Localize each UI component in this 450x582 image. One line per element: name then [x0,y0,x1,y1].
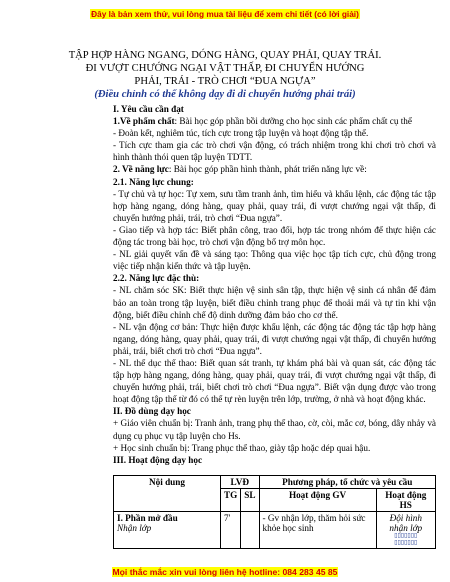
paragraph-text: : Bài học góp phần bồi dưỡng cho học sinh các phẩm chất cụ thể [174,116,412,127]
preview-banner [0,4,450,22]
section-heading: II. Đồ dùng dạy học [113,406,191,417]
paragraph [113,115,436,127]
hotline-banner [0,562,450,580]
paragraph [113,163,436,175]
formation-label: Đội hình nhận lớp [389,513,423,533]
cell-sl [241,512,259,549]
title-line-1: TẬP HỢP HÀNG NGANG, DÓNG HÀNG, QUAY PHẢI, QUAY TRÁI. [68,50,382,61]
formation-diagram: ▯▯▯▯▯▯▯ [394,533,418,539]
paragraph: + Giáo viên chuẩn bị: Tranh ảnh, trang phụ thể thao, cờ, còi, mắc cơ, bóng, dây nhảy và dụng cụ phục vụ tập luyện cho Hs. [113,418,436,441]
section-heading: 2.1. Năng lực chung: [113,176,194,187]
row-title: I. Phần mở đầu [117,513,178,523]
section-heading: I. Yêu cầu cần đạt [113,104,184,114]
header-sl: SL [241,489,259,512]
lesson-body [113,103,436,466]
cell-content [114,512,221,549]
section-heading: 2.2. Năng lực đặc thù: [113,273,200,284]
paragraph-text: : Bài học góp phần hình thành, phát triển năng lực về: [168,164,367,175]
cell-tg: 7' [221,512,241,549]
cell-hs [376,512,435,549]
paragraph: - Tự chủ và tự học: Tự xem, sưu tầm tranh ảnh, tìm hiểu và khẩu lệnh, các động tác tập hợp hàng ngang, dóng hàng, quay phải, quay trái, đi vượt chướng ngại vật thấp, đi chuyển hướng phải, trái, trò chơi “Đua ngựa”. [113,188,436,223]
paragraph: + Học sinh chuẩn bị: Trang phục thể thao, giày tập hoặc dép quai hậu. [113,442,371,453]
paragraph: - Giao tiếp và hợp tác: Biết phân công, trao đổi, hợp tác trong nhóm để thực hiện các động tác trong bài học, trò chơi vận động bổ trợ môn học. [113,224,436,248]
title-note: (Điều chỉnh có thể không dạy đi di chuyển hướng phải trái) [94,89,356,100]
paragraph: - NL thể dục thể thao: Biết quan sát tranh, tự khám phá bài và quan sát, các động tác tập hợp hàng ngang, dóng hàng, quay phải, quay trái, đi vượt chướng ngại vật thấp, đi chuyển hướng phải, trái, biết chơi trò chơi “Đua ngựa”. Biết vận dụng được vào trong hoạt động tập thể từ đó có thể tự rèn luyện trên lớp, trường, ở nhà và hoạt động khác. [113,357,436,405]
section-heading: III. Hoạt động dạy học [113,454,203,465]
activity-table [113,475,436,549]
paragraph: - Đoàn kết, nghiêm túc, tích cực trong tập luyện và hoạt động tập thể. [113,128,369,139]
table-row [114,512,436,549]
formation-diagram: ▯▯▯▯▯▯▯ [394,540,418,546]
header-lvd: LVĐ [221,476,260,489]
header-hs: Hoạt động HS [376,489,435,512]
paragraph: - NL chăm sóc SK: Biết thực hiện vệ sinh sân tập, thực hiện vệ sinh cá nhân để đảm bảo an toàn trong tập luyện, biết điều chỉnh trang phục để thoải mái và tự tin khi vận động, biết điều chỉnh chế độ dinh dưỡng đảm bảo cho cơ thể. [113,285,436,320]
header-content: Nội dung [114,476,221,512]
paragraph: - Tích cực tham gia các trò chơi vận động, có trách nhiệm trong khi chơi trò chơi và hình thành thói quen tập luyện TDTT. [113,140,436,163]
paragraph: - NL giải quyết vấn đề và sáng tạo: Thông qua việc học tập tích cực, chủ động trong việc tiếp nhận kiến thức và tập luyện. [113,249,436,272]
header-gv: Hoạt động GV [259,489,376,512]
paragraph-label: 1.Về phẩm chất [113,116,175,127]
header-method: Phương pháp, tổ chức và yêu cầu [259,476,435,489]
title-line-3: PHẢI, TRÁI - TRÒ CHƠI “ĐUA NGỰA” [134,76,316,87]
lesson-title [20,49,430,101]
row-subtitle: Nhận lớp [117,523,152,533]
title-line-2: ĐI VƯỢT CHƯỚNG NGẠI VẬT THẤP, ĐI CHUYỂN HƯỚNG [85,63,365,74]
header-tg: TG [221,489,241,512]
preview-banner-text: Đây là bản xem thử, vui lòng mua tài liệu để xem chi tiết (có lời giải) [91,9,359,19]
cell-gv: - Gv nhận lớp, thăm hỏi sức khỏe học sinh [259,512,376,549]
hotline-text: Mọi thắc mắc xin vui lòng liên hệ hotline: 084 283 45 85 [112,567,338,577]
paragraph: - NL vận động cơ bản: Thực hiện được khẩu lệnh, các động tác động tác tập hợp hàng ngang, dóng hàng, quay phải, quay trái, đi vượt chướng ngại vật thấp, đi chuyển hướng phải, trái, biết chơi trò chơi “Đua ngựa”. [113,321,436,356]
paragraph-label: 2. Về năng lực [113,164,169,175]
